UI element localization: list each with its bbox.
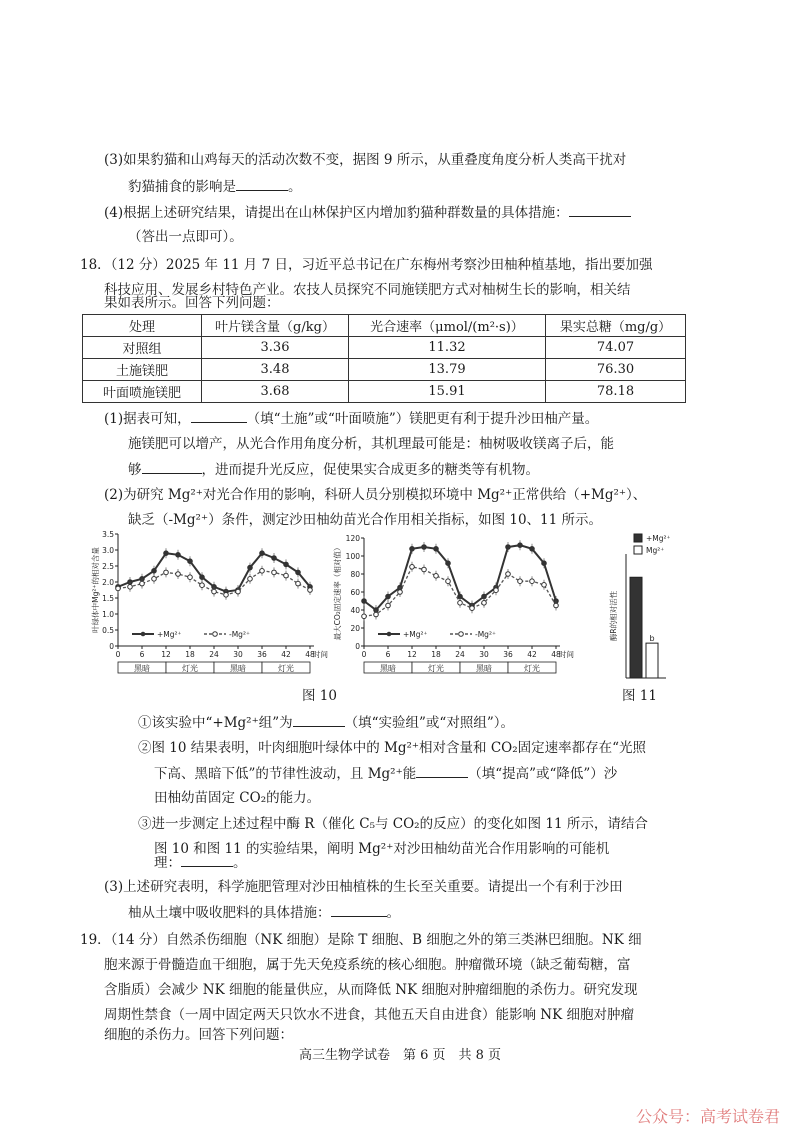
- table-row: [83, 359, 686, 381]
- data-point: [530, 579, 535, 584]
- q18-sub2-line1: ②图 10 结果表明，叶肉细胞叶绿体中的 Mg²⁺相对含量和 CO₂固定速率都存在“光照: [138, 740, 647, 756]
- data-point: [410, 565, 415, 570]
- table-cell: 78.18: [546, 381, 686, 403]
- table-header-cell: 处理: [83, 315, 202, 337]
- data-point: [398, 590, 403, 595]
- q18-p1-line2: 施镁肥可以增产，从光合作用角度分析，其机理最可能是：柚树吸收镁离子后，能: [128, 436, 614, 452]
- q18-intro-1: 18．（12 分）2025 年 11 月 7 日，习近平总书记在广东梅州考察沙田柚种植基地，指出要加强: [80, 257, 653, 273]
- page-footer: 高三生物学试卷 第 6 页 共 8 页: [298, 1048, 502, 1063]
- data-point: [188, 575, 193, 580]
- figure-10-caption: 图 10: [302, 688, 337, 704]
- x-tick-label: 36: [257, 650, 267, 659]
- data-point: [116, 586, 121, 591]
- data-point: [518, 579, 523, 584]
- y-axis-label: 酶R的相对活性: [609, 590, 618, 642]
- table-cell: 土施镁肥: [83, 359, 202, 381]
- data-point: [494, 588, 499, 593]
- q19-line5: 细胞的杀伤力。回答下列问题：: [104, 1027, 293, 1043]
- q18-intro-3: 果如表所示。回答下列问题：: [104, 295, 280, 311]
- data-point: [308, 588, 313, 593]
- y-tick-label: 0: [355, 642, 360, 651]
- data-point: [236, 589, 241, 594]
- table-header-cell: 叶片镁含量（g/kg）: [202, 315, 349, 337]
- data-point: [140, 581, 145, 586]
- light-period-label: 黑暗: [230, 664, 246, 673]
- co2-fixation-chart: [330, 528, 572, 688]
- table-header-row: [83, 315, 686, 337]
- answer-blank[interactable]: [191, 408, 247, 423]
- x-tick-label: 0: [361, 650, 367, 659]
- x-tick-label: 6: [385, 650, 391, 659]
- light-period-label: 灯光: [182, 664, 198, 673]
- q19-line4: 周期性禁食（一周中固定两天只饮水不进食，其他五天自由进食）能影响 NK 细胞对肿瘤: [104, 1007, 634, 1023]
- table-cell: 3.68: [202, 381, 349, 403]
- q18-p2-line2: 缺乏（-Mg²⁺）条件，测定沙田柚幼苗光合作用相关指标，如图 10、11 所示。: [128, 512, 603, 528]
- y-tick-label: 120: [345, 534, 360, 543]
- mg-content-chart: [88, 528, 328, 688]
- q18-sub2-line3: 田柚幼苗固定 CO₂的能力。: [154, 790, 321, 806]
- data-point: [482, 601, 487, 606]
- table-row: [83, 381, 686, 403]
- data-point: [434, 574, 439, 579]
- x-tick-label: 24: [209, 650, 219, 659]
- data-point: [272, 570, 277, 575]
- legend-marker: [141, 632, 146, 637]
- x-tick-label: 48: [305, 650, 315, 659]
- legend-marker: [459, 632, 464, 637]
- bar-label: a: [633, 568, 639, 578]
- light-period-label: 黑暗: [476, 664, 492, 673]
- data-point: [296, 581, 301, 586]
- q18-intro-2: 科技应用、发展乡村特色产业。农技人员探究不同施镁肥方式对柚树生长的影响，相关结: [104, 282, 631, 298]
- data-point: [176, 572, 181, 577]
- y-tick-label: 1.5: [102, 594, 114, 603]
- data-point: [422, 567, 427, 572]
- data-point: [446, 561, 451, 566]
- table-cell: 74.07: [546, 337, 686, 359]
- table-cell: 11.32: [349, 337, 546, 359]
- y-tick-label: 0: [109, 642, 114, 651]
- q17-item3-line1: (3)如果豹猫和山鸡每天的活动次数不变，据图 9 所示，从重叠度角度分析人类高干扰对: [104, 152, 627, 168]
- x-tick-label: 0: [115, 650, 121, 659]
- y-tick-label: 2.0: [102, 578, 114, 587]
- y-tick-label: 100: [345, 552, 360, 561]
- y-tick-label: 0.5: [102, 626, 114, 635]
- y-axis-label: 最大CO₂固定速率（相对值）: [333, 543, 342, 641]
- y-tick-label: 1.0: [102, 610, 114, 619]
- data-point: [518, 543, 523, 548]
- x-tick-label: 12: [161, 650, 171, 659]
- legend-label: -Mg²⁺: [229, 630, 250, 639]
- table-cell: 对照组: [83, 337, 202, 359]
- q18-sub1: ①该实验中“+Mg²⁺组”为 （填“实验组”或“对照组”）。: [138, 712, 514, 733]
- table-cell: 15.91: [349, 381, 546, 403]
- legend-swatch: [634, 546, 642, 554]
- data-point: [470, 606, 475, 611]
- table-cell: 3.48: [202, 359, 349, 381]
- table-cell: 76.30: [546, 359, 686, 381]
- legend-label: +Mg²⁺: [646, 534, 671, 543]
- x-tick-label: 48: [551, 650, 561, 659]
- q18-p1-line3: 够 ，进而提升光反应，促使果实合成更多的糖类等有机物。: [128, 459, 539, 480]
- data-point: [422, 545, 427, 550]
- data-point: [386, 594, 391, 599]
- data-point: [176, 553, 181, 558]
- table-cell: 叶面喷施镁肥: [83, 381, 202, 403]
- answer-blank[interactable]: [416, 763, 468, 778]
- legend-marker: [387, 632, 392, 637]
- q17-item4-line1: (4)根据上述研究结果，请提出在山林保护区内增加豹猫种群数量的具体措施：: [104, 202, 631, 223]
- data-point: [164, 551, 169, 556]
- legend-label: -Mg²⁺: [475, 630, 496, 639]
- table-row: [83, 337, 686, 359]
- data-point: [506, 572, 511, 577]
- table-header-cell: 光合速率（μmol/(m²·s)）: [349, 315, 546, 337]
- x-tick-label: 12: [407, 650, 417, 659]
- q19-line3: 含脂质）会减少 NK 细胞的能量供应，从而降低 NK 细胞对肿瘤细胞的杀伤力。研究发现: [104, 982, 638, 998]
- legend-label: Mg²⁺: [646, 546, 665, 555]
- bar-1: [646, 643, 658, 678]
- q18-sub3-line3: 理： 。: [154, 852, 247, 873]
- data-point: [458, 601, 463, 606]
- y-tick-label: 3.0: [102, 546, 114, 555]
- y-axis-label: 叶绿体中Mg²⁺的相对含量: [91, 547, 100, 633]
- q18-sub3-line1: ③进一步测定上述过程中酶 R（催化 C₅与 CO₂的反应）的变化如图 11 所示，请结合: [138, 816, 648, 832]
- data-point: [152, 577, 157, 582]
- y-tick-label: 3.5: [102, 530, 114, 539]
- watermark: 公众号：高考试卷君: [635, 1107, 780, 1126]
- answer-blank[interactable]: [236, 176, 288, 191]
- data-point: [200, 575, 205, 580]
- data-point: [296, 570, 301, 575]
- q18-sub2-line2: 下高、黑暗下低”的节律性波动，且 Mg²⁺能 （填“提高”或“降低”）沙: [154, 763, 617, 784]
- x-axis-label: 时间: [559, 650, 574, 659]
- x-tick-label: 24: [455, 650, 465, 659]
- data-point: [506, 545, 511, 550]
- figure-11-caption: 图 11: [622, 688, 657, 704]
- q17-item4-line2: （答出一点即可）。: [128, 229, 243, 245]
- light-period-label: 黑暗: [134, 664, 150, 673]
- data-point: [542, 561, 547, 566]
- bar-0: [630, 577, 642, 678]
- x-tick-label: 6: [139, 650, 145, 659]
- legend-marker: [213, 632, 218, 637]
- data-point: [446, 579, 451, 584]
- data-point: [530, 547, 535, 552]
- data-point: [152, 569, 157, 574]
- answer-blank[interactable]: [569, 202, 631, 217]
- data-point: [362, 599, 367, 604]
- data-point: [248, 565, 253, 570]
- answer-blank[interactable]: [181, 852, 233, 867]
- data-point: [374, 612, 379, 617]
- light-period-label: 灯光: [278, 664, 294, 673]
- x-tick-label: 42: [527, 650, 537, 659]
- data-point: [260, 569, 265, 574]
- table-cell: 13.79: [349, 359, 546, 381]
- data-point: [224, 593, 229, 598]
- q17-item3-line2: 豹猫捕食的影响是 。: [128, 176, 302, 197]
- q18-p1-line1: (1)据表可知， （填“土施”或“叶面喷施”）镁肥更有利于提升沙田柚产量。: [104, 408, 598, 429]
- x-tick-label: 30: [479, 650, 489, 659]
- legend-label: +Mg²⁺: [157, 630, 182, 639]
- data-point: [386, 603, 391, 608]
- y-tick-label: 40: [350, 606, 360, 615]
- data-point: [128, 585, 133, 590]
- q18-p3-line1: (3)上述研究表明，科学施肥管理对沙田柚植株的生长至关重要。请提出一个有利于沙田: [104, 879, 623, 895]
- data-point: [188, 559, 193, 564]
- light-period-label: 灯光: [524, 664, 540, 673]
- data-point: [554, 603, 559, 608]
- x-tick-label: 18: [185, 650, 195, 659]
- data-point: [200, 583, 205, 588]
- light-period-label: 黑暗: [380, 664, 396, 673]
- y-tick-label: 80: [350, 570, 360, 579]
- data-point: [164, 570, 169, 575]
- results-table: [82, 314, 686, 403]
- answer-blank[interactable]: [142, 459, 202, 474]
- q18-p3-line2: 柚从土壤中吸收肥料的具体措施： 。: [128, 902, 400, 923]
- y-tick-label: 2.5: [102, 562, 114, 571]
- data-point: [272, 556, 277, 561]
- data-point: [542, 583, 547, 588]
- data-point: [260, 551, 265, 556]
- x-tick-label: 18: [431, 650, 441, 659]
- legend-label: +Mg²⁺: [403, 630, 428, 639]
- data-point: [434, 547, 439, 552]
- legend-swatch: [634, 534, 642, 542]
- data-point: [248, 577, 253, 582]
- x-tick-label: 42: [281, 650, 291, 659]
- data-point: [284, 573, 289, 578]
- x-tick-label: 30: [233, 650, 243, 659]
- q18-p2-line1: (2)为研究 Mg²⁺对光合作用的影响，科研人员分别模拟环境中 Mg²⁺正常供给（+Mg²⁺）、: [104, 487, 647, 503]
- y-tick-label: 60: [350, 588, 360, 597]
- q19-line1: 19．（14 分）自然杀伤细胞（NK 细胞）是除 T 细胞、B 细胞之外的第三类淋巴细胞。NK 细: [80, 932, 642, 948]
- data-point: [212, 589, 217, 594]
- data-point: [284, 562, 289, 567]
- x-tick-label: 36: [503, 650, 513, 659]
- table-cell: 3.36: [202, 337, 349, 359]
- q19-line2: 胞来源于骨髓造血干细胞，属于先天免疫系统的核心细胞。肿瘤微环境（缺乏葡萄糖，富: [104, 957, 631, 973]
- x-axis-label: 时间: [313, 650, 328, 659]
- data-point: [410, 547, 415, 552]
- enzyme-r-chart: [600, 528, 684, 686]
- table-header-cell: 果实总糖（mg/g）: [546, 315, 686, 337]
- answer-blank[interactable]: [331, 902, 387, 917]
- y-tick-label: 20: [350, 624, 360, 633]
- data-point: [362, 614, 367, 619]
- q18-sub3-line2: 图 10 和图 11 的实验结果，阐明 Mg²⁺对沙田柚幼苗光合作用影响的可能机: [154, 841, 610, 857]
- answer-blank[interactable]: [293, 712, 345, 727]
- bar-label: b: [649, 634, 655, 644]
- light-period-label: 灯光: [428, 664, 444, 673]
